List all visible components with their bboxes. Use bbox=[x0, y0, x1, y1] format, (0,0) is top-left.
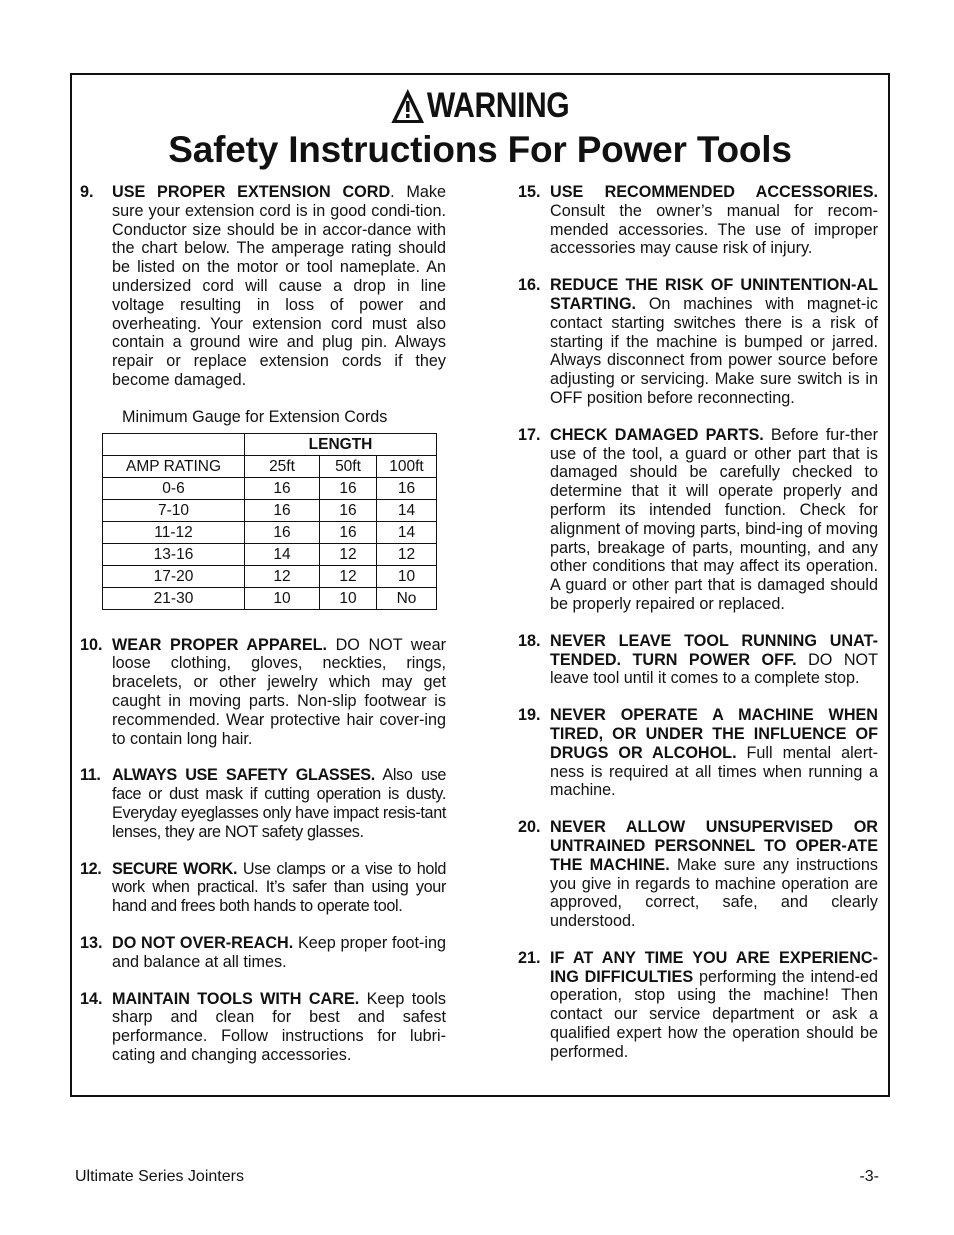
amp-rating-cell: 7-10 bbox=[103, 499, 245, 521]
table-group-header-row bbox=[103, 433, 437, 455]
list-item bbox=[518, 276, 878, 408]
gauge-cell: 12 bbox=[320, 565, 377, 587]
item-number: 20. bbox=[518, 818, 541, 837]
footer-product-name: Ultimate Series Jointers bbox=[75, 1168, 244, 1185]
item-text: performing the intend-ed operation, stop using the machine! Then contact our service department or ask a qualified expert how the operation should be performed. bbox=[550, 967, 878, 1061]
gauge-cell: 16 bbox=[377, 477, 437, 499]
amp-rating-cell: 17-20 bbox=[103, 565, 245, 587]
column-header: 25ft bbox=[245, 455, 320, 477]
gauge-cell: 10 bbox=[245, 587, 320, 609]
amp-rating-cell: 21-30 bbox=[103, 587, 245, 609]
gauge-cell: 12 bbox=[320, 543, 377, 565]
item-lead: MAINTAIN TOOLS WITH CARE. bbox=[112, 989, 360, 1008]
gauge-cell: 16 bbox=[320, 521, 377, 543]
item-text: Before fur-ther use of the tool, a guard or other part that is damaged should be carefully checked to determine that it will operate properly and perform its intended function. Check for alignment of moving parts, bind-ing of moving parts, breakage of parts, mounting, and any other conditions that may affect its operation. A guard or other part that is damaged should be properly repaired or replaced. bbox=[550, 425, 878, 613]
column-header: 100ft bbox=[377, 455, 437, 477]
gauge-cell: 10 bbox=[377, 565, 437, 587]
list-item bbox=[80, 183, 446, 390]
amp-rating-cell: 11-12 bbox=[103, 521, 245, 543]
list-item bbox=[80, 860, 446, 916]
item-number: 11. bbox=[80, 766, 101, 785]
item-text: Use clamps or a vise to hold work when practical. It’s safer than using your hand and frees both hands to operate tool. bbox=[112, 859, 446, 916]
item-lead: USE PROPER EXTENSION CORD bbox=[112, 183, 391, 201]
left-column bbox=[80, 183, 446, 1083]
item-lead: NEVER LEAVE TOOL RUNNING UNAT-TENDED. TURN POWER OFF. bbox=[550, 631, 878, 669]
list-item bbox=[80, 636, 446, 749]
gauge-cell: 12 bbox=[245, 565, 320, 587]
table-row bbox=[103, 477, 437, 499]
table-row bbox=[103, 521, 437, 543]
gauge-cell: 16 bbox=[245, 477, 320, 499]
item-number: 17. bbox=[518, 425, 541, 444]
item-text: DO NOT wear loose clothing, gloves, neckties, rings, bracelets, or other jewelry which may get caught in moving parts. Non-slip footwear is recommended. Wear protective hair cover-ing to contain long hair. bbox=[112, 635, 446, 748]
gauge-cell: 14 bbox=[377, 521, 437, 543]
item-text: Keep proper foot-ing and balance at all times. bbox=[112, 933, 446, 971]
item-number: 16. bbox=[518, 276, 541, 295]
table-row bbox=[103, 565, 437, 587]
item-lead: NEVER OPERATE A MACHINE WHEN TIRED, OR UNDER THE INFLUENCE OF DRUGS OR ALCOHOL. bbox=[550, 706, 878, 762]
gauge-cell: No bbox=[377, 587, 437, 609]
footer-page-number: -3- bbox=[859, 1168, 879, 1185]
length-header: LENGTH bbox=[245, 433, 437, 455]
item-lead: WEAR PROPER APPAREL. bbox=[112, 635, 328, 654]
gauge-cell: 16 bbox=[320, 499, 377, 521]
item-lead: ALWAYS USE SAFETY GLASSES. bbox=[112, 766, 375, 785]
right-column bbox=[518, 183, 878, 1080]
gauge-cell: 12 bbox=[377, 543, 437, 565]
list-item bbox=[518, 949, 878, 1062]
warning-word: WARNING bbox=[426, 86, 570, 125]
item-text: Make sure any instructions you give in regards to machine operation are approved, correct, safe, and clearly understood. bbox=[550, 855, 878, 931]
item-number: 15. bbox=[518, 183, 541, 201]
column-header: 50ft bbox=[320, 455, 377, 477]
page-title: Safety Instructions For Power Tools bbox=[168, 129, 792, 170]
list-item bbox=[80, 766, 446, 841]
list-item bbox=[518, 426, 878, 614]
list-item bbox=[80, 934, 446, 972]
table-header-row bbox=[103, 455, 437, 477]
column-header: AMP RATING bbox=[103, 455, 245, 477]
item-text: . Make sure your extension cord is in good condi-tion. Conductor size should be in accor-dance with the chart below. The amperage rating should be listed on the motor or tool nameplate. An undersized cord will cause a drop in line voltage resulting in loss of power and overheating. Your extension cord must also contain a ground wire and plug pin. Always repair or replace extension cords if they become damaged. bbox=[112, 183, 446, 389]
heading bbox=[72, 87, 888, 171]
item-lead: USE RECOMMENDED ACCESSORIES. bbox=[550, 183, 878, 201]
item-number: 19. bbox=[518, 706, 541, 725]
gauge-cell: 10 bbox=[320, 587, 377, 609]
extension-cord-table bbox=[102, 433, 437, 610]
table-row bbox=[103, 587, 437, 609]
table-row bbox=[103, 499, 437, 521]
item-text: Consult the owner’s manual for recom-mended accessories. The use of improper accessories may cause risk of injury. bbox=[550, 201, 878, 258]
item-number: 10. bbox=[80, 635, 103, 654]
list-item bbox=[80, 990, 446, 1065]
gauge-cell: 16 bbox=[245, 499, 320, 521]
item-number: 9. bbox=[80, 183, 94, 201]
warning-triangle-icon bbox=[391, 88, 425, 124]
list-item bbox=[518, 706, 878, 800]
item-lead: NEVER ALLOW UNSUPERVISED OR UNTRAINED PERSONNEL TO OPER-ATE THE MACHINE. bbox=[550, 818, 878, 874]
item-lead: SECURE WORK. bbox=[112, 859, 238, 878]
item-text: On machines with magnet-ic contact starting switches there is a risk of starting if the machine is bumped or jarred. Always disconnect from power source before adjusting or servicing. Make sure switch is in OFF position before reconnecting. bbox=[550, 294, 878, 407]
table-corner-cell bbox=[103, 433, 245, 455]
list-item bbox=[518, 632, 878, 688]
gauge-cell: 14 bbox=[377, 499, 437, 521]
item-number: 12. bbox=[80, 859, 102, 878]
item-lead: REDUCE THE RISK OF UNINTENTION-AL STARTING. bbox=[550, 276, 878, 313]
item-number: 21. bbox=[518, 948, 541, 967]
item-text: DO NOT leave tool until it comes to a complete stop. bbox=[550, 650, 878, 688]
table-row bbox=[103, 543, 437, 565]
warning-banner bbox=[129, 87, 831, 125]
item-number: 13. bbox=[80, 933, 103, 952]
amp-rating-cell: 0-6 bbox=[103, 477, 245, 499]
item-text: Keep tools sharp and clean for best and safest performance. Follow instructions for lubri-cating and changing accessories. bbox=[112, 989, 446, 1064]
gauge-cell: 16 bbox=[320, 477, 377, 499]
item-text: Also use face or dust mask if cutting operation is dusty. Everyday eyeglasses only have impact resis-tant lenses, they are NOT safety glasses. bbox=[112, 766, 446, 841]
item-number: 14. bbox=[80, 989, 103, 1008]
table-caption: Minimum Gauge for Extension Cords bbox=[122, 407, 388, 426]
list-item bbox=[518, 818, 878, 931]
amp-rating-cell: 13-16 bbox=[103, 543, 245, 565]
gauge-cell: 14 bbox=[245, 543, 320, 565]
item-lead: CHECK DAMAGED PARTS. bbox=[550, 425, 764, 444]
item-text: Full mental alert-ness is required at all times when running a machine. bbox=[550, 743, 878, 800]
list-item bbox=[518, 183, 878, 258]
gauge-cell: 16 bbox=[245, 521, 320, 543]
item-lead: IF AT ANY TIME YOU ARE EXPERIENC-ING DIFFICULTIES bbox=[550, 948, 878, 986]
warning-box bbox=[70, 73, 890, 1097]
item-lead: DO NOT OVER-REACH. bbox=[112, 933, 294, 952]
item-number: 18. bbox=[518, 631, 541, 650]
